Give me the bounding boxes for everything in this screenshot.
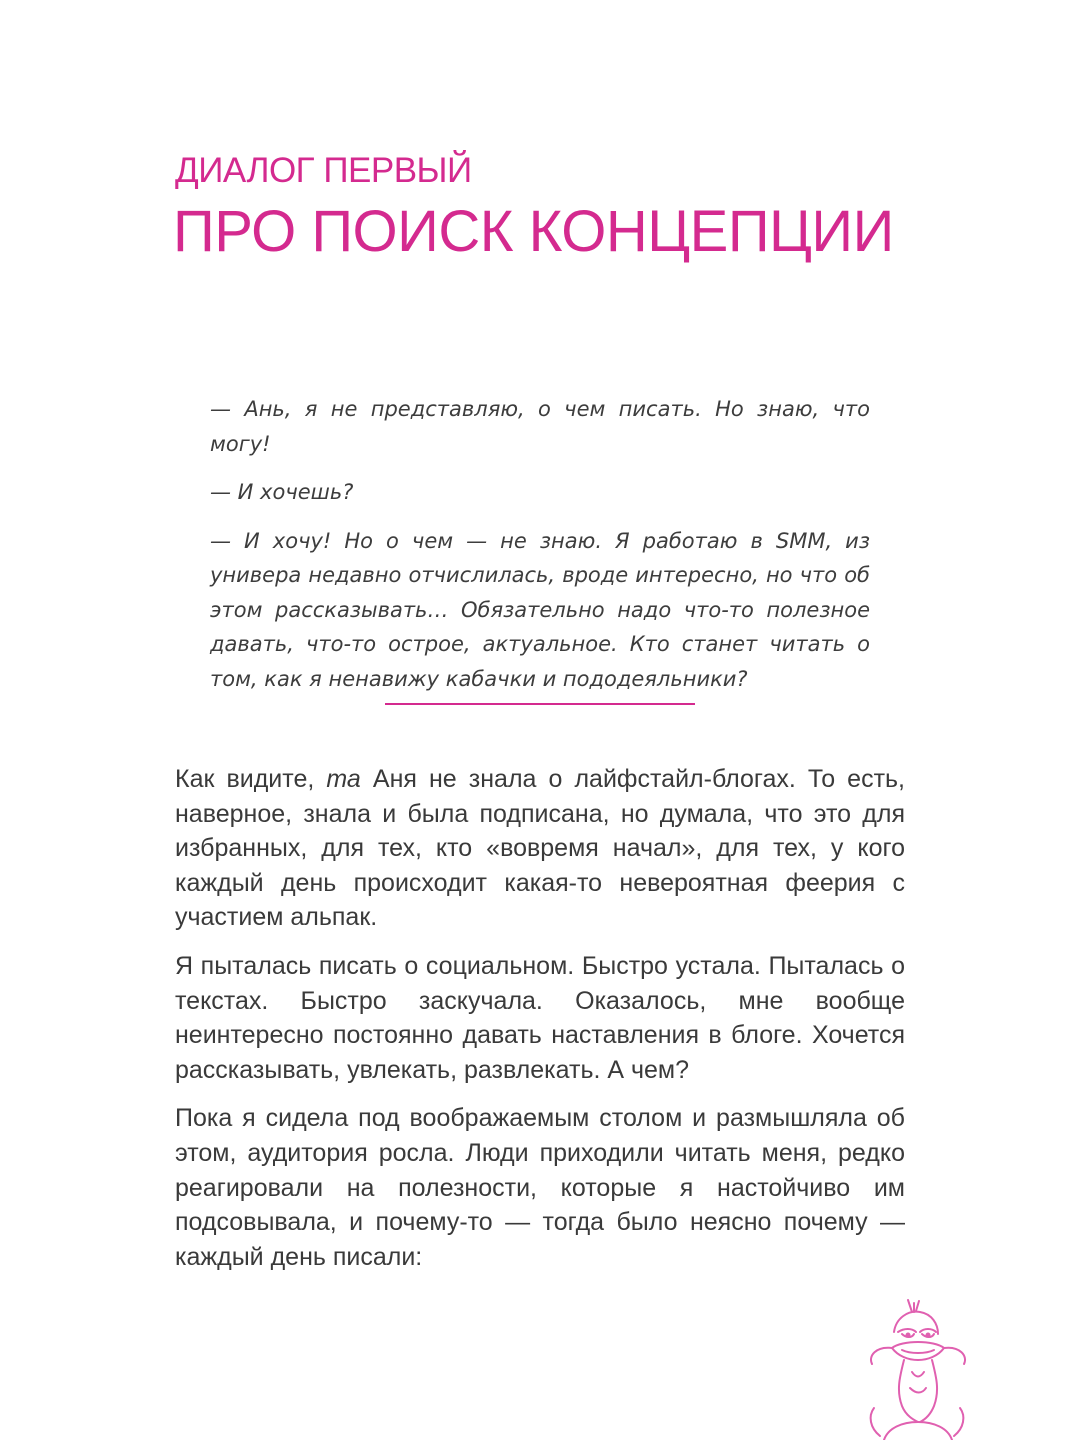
paragraph: Я пыталась писать о социальном. Быстро устала. Пыталась о текстах. Быстро заскучала. Оказалось, мне вообще неинтересно постоянно давать наставления в блоге. Хочется рассказывать, увлекать, развлекать. А чем? — [175, 951, 905, 1084]
chapter-header — [175, 150, 935, 266]
body-text — [175, 762, 905, 1288]
dialogue-line: — И хочу! Но о чем — не знаю. Я работаю в SMM, из универа недавно отчислилась, вроде интересно, но что об этом рассказывать… Обязательно надо что-то полезное давать, что-то острое, актуальное. Кто станет читать о том, как я ненавижу кабачки и пододеяльники? — [210, 528, 870, 691]
paragraph — [175, 762, 905, 935]
paragraph-text: Как видите, — [175, 765, 315, 793]
ostrich-icon — [862, 1298, 972, 1440]
emphasis-text: та — [326, 765, 361, 793]
dialogue-line: — Ань, я не представляю, о чем писать. Но знаю, что могу! — [210, 397, 870, 456]
chapter-title: ПРО ПОИСК КОНЦЕПЦИИ — [173, 199, 894, 264]
section-divider — [385, 703, 695, 705]
dialogue-line: — И хочешь? — [210, 480, 354, 504]
chapter-kicker: ДИАЛОГ ПЕРВЫЙ — [175, 151, 472, 190]
dialogue-block — [210, 392, 870, 710]
paragraph: Пока я сидела под воображаемым столом и размышляла об этом, аудитория росла. Люди приходили читать меня, редко реагировали на полезности, которые я настойчиво им подсовывала, и почему-то — тогда было неясно почему — каждый день писали: — [175, 1104, 905, 1271]
paragraph-text: Аня не знала о лайфстайл-блогах. То есть, наверное, знала и была подписана, но думала, что это для избранных, для тех, кто «вовремя начал», для тех, у кого каждый день происходит какая-то невероятная феерия с участием альпак. — [175, 765, 906, 932]
